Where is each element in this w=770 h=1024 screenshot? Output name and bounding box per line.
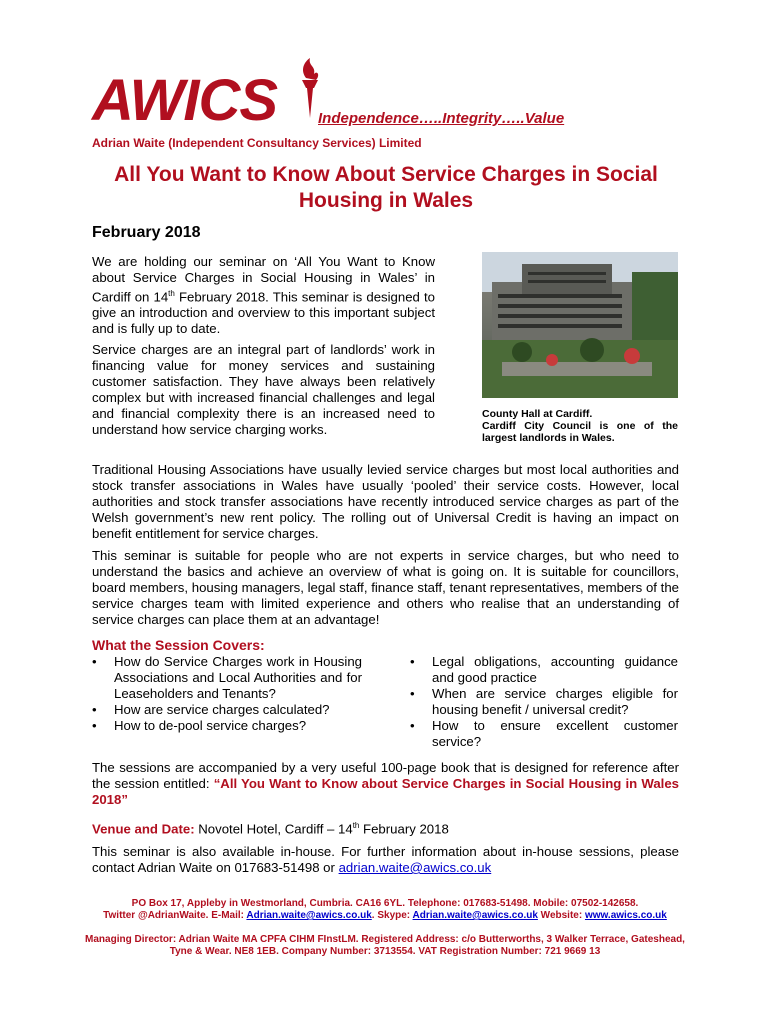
bullet-icon: • bbox=[92, 654, 97, 669]
list-item-text: How to de-pool service charges? bbox=[114, 718, 307, 733]
contact-email-link[interactable]: adrian.waite@awics.co.uk bbox=[338, 860, 492, 875]
traditional-paragraph: Traditional Housing Associations have usually levied service charges but most local authorities and stock transfer associations in Wales have usually ‘pooled’ their service costs. However, local authorities and stock transfer associations have recently introduced service charges as part of the Welsh government’s new rent policy. The rolling out of Universal Credit is having an impact on benefit entitlement for service charges. bbox=[92, 462, 679, 541]
letterhead bbox=[92, 58, 692, 158]
inhouse-text: This seminar is also available in-house. For further information about in-house sessions, please contact Adrian Waite on 017683-51498 or bbox=[92, 844, 679, 875]
tagline: Independence…..Integrity…..Value bbox=[318, 110, 565, 127]
photo-caption bbox=[482, 408, 678, 444]
list-item bbox=[410, 654, 678, 686]
book-paragraph bbox=[92, 760, 679, 808]
book-title: “All You Want to Know about Service Charges in Social Housing in Wales 2018” bbox=[92, 776, 679, 807]
list-item bbox=[92, 702, 362, 718]
intro-paragraph bbox=[92, 254, 435, 337]
venue-label: Venue and Date: bbox=[92, 821, 195, 837]
book-text: The sessions are accompanied by a very useful 100-page book that is designed for reference after the session entitled: bbox=[92, 760, 679, 791]
caption-line-1: County Hall at Cardiff. bbox=[482, 408, 593, 420]
bullet-icon: • bbox=[410, 686, 415, 701]
footer-online bbox=[80, 910, 690, 922]
footer-company-details: Managing Director: Adrian Waite MA CPFA CIHM FInstLM. Registered Address: c/o Butterworths, 3 Walker Terrace, Gateshead, Tyne & Wear. NE8 1EB. Company Number: 3713554. VAT Registration Number: 721 9669 13 bbox=[85, 934, 685, 957]
list-item-text: Legal obligations, accounting guidance and good practice bbox=[432, 654, 678, 685]
venue-paragraph bbox=[92, 818, 679, 837]
caption-line-2: Cardiff City Council is one of the largest landlords in Wales. bbox=[482, 420, 678, 444]
bullet-icon: • bbox=[92, 718, 97, 733]
footer-website-label: Website: bbox=[537, 910, 585, 921]
footer-skype-label: . Skype: bbox=[371, 910, 413, 921]
list-item bbox=[92, 718, 362, 734]
list-item bbox=[410, 686, 678, 718]
county-hall-photo bbox=[482, 252, 678, 398]
footer-email-link[interactable]: Adrian.waite@awics.co.uk bbox=[246, 910, 372, 921]
company-name: Adrian Waite (Independent Consultancy Services) Limited bbox=[92, 136, 422, 150]
covers-list-right bbox=[410, 654, 678, 750]
list-item bbox=[410, 718, 678, 750]
building-illustration bbox=[482, 252, 678, 398]
venue-text-end: February 2018 bbox=[359, 821, 449, 837]
footer-skype-link[interactable]: Adrian.waite@awics.co.uk bbox=[412, 910, 538, 921]
session-covers-heading: What the Session Covers: bbox=[92, 637, 265, 653]
seminar-suitability-paragraph: This seminar is suitable for people who are not experts in service charges, but who need to understand the basics and achieve an overview of what is going on. It is suitable for councillors, board members, housing managers, legal staff, finance staff, tenant representatives, members of the service charges team with limited experience and others who realise that an understanding of service charges can place them at an advantage! bbox=[92, 548, 679, 627]
list-item-text: When are service charges eligible for housing benefit / universal credit? bbox=[432, 686, 678, 717]
intro-text-end: February 2018. This seminar is designed to give an introduction and overview to this important subject and is fully up to date. bbox=[92, 289, 436, 337]
list-item-text: How to ensure excellent customer service? bbox=[432, 718, 678, 749]
page-title: All You Want to Know About Service Charges in Social Housing in Wales bbox=[114, 163, 658, 212]
list-item bbox=[92, 654, 362, 702]
awics-logo: AWICS bbox=[92, 68, 278, 133]
bullet-icon: • bbox=[410, 718, 415, 733]
intro-text-start: We are holding our seminar on ‘All You Want to Know about Service Charges in Social Housing in Wales’ in Cardiff on 14 bbox=[92, 254, 435, 305]
covers-list-left bbox=[92, 654, 362, 734]
venue-text: Novotel Hotel, Cardiff – 14 bbox=[194, 821, 353, 837]
date-heading: February 2018 bbox=[92, 224, 201, 241]
footer-address: PO Box 17, Appleby in Westmorland, Cumbria. CA16 6YL. Telephone: 017683-51498. Mobile: 07502-142658. bbox=[131, 898, 639, 909]
footer-website-link[interactable]: www.awics.co.uk bbox=[584, 910, 667, 921]
footer-twitter: Twitter @AdrianWaite. E-Mail: bbox=[103, 910, 247, 921]
venue-ordinal: th bbox=[352, 821, 360, 830]
bullet-icon: • bbox=[410, 654, 415, 669]
service-charges-paragraph: Service charges are an integral part of landlords’ work in financing value for money services and sustaining customer satisfaction. They have always been relatively complex but with increased financial challenges and legal and financial complexity there is an increased need to understand how service charging works. bbox=[92, 342, 435, 437]
list-item-text: How are service charges calculated? bbox=[114, 702, 330, 717]
footer-contact bbox=[80, 898, 690, 922]
list-item-text: How do Service Charges work in Housing Associations and Local Authorities and for Leaseholders and Tenants? bbox=[114, 654, 362, 701]
intro-ordinal: th bbox=[168, 289, 175, 298]
bullet-icon: • bbox=[92, 702, 97, 717]
inhouse-paragraph bbox=[92, 844, 679, 876]
